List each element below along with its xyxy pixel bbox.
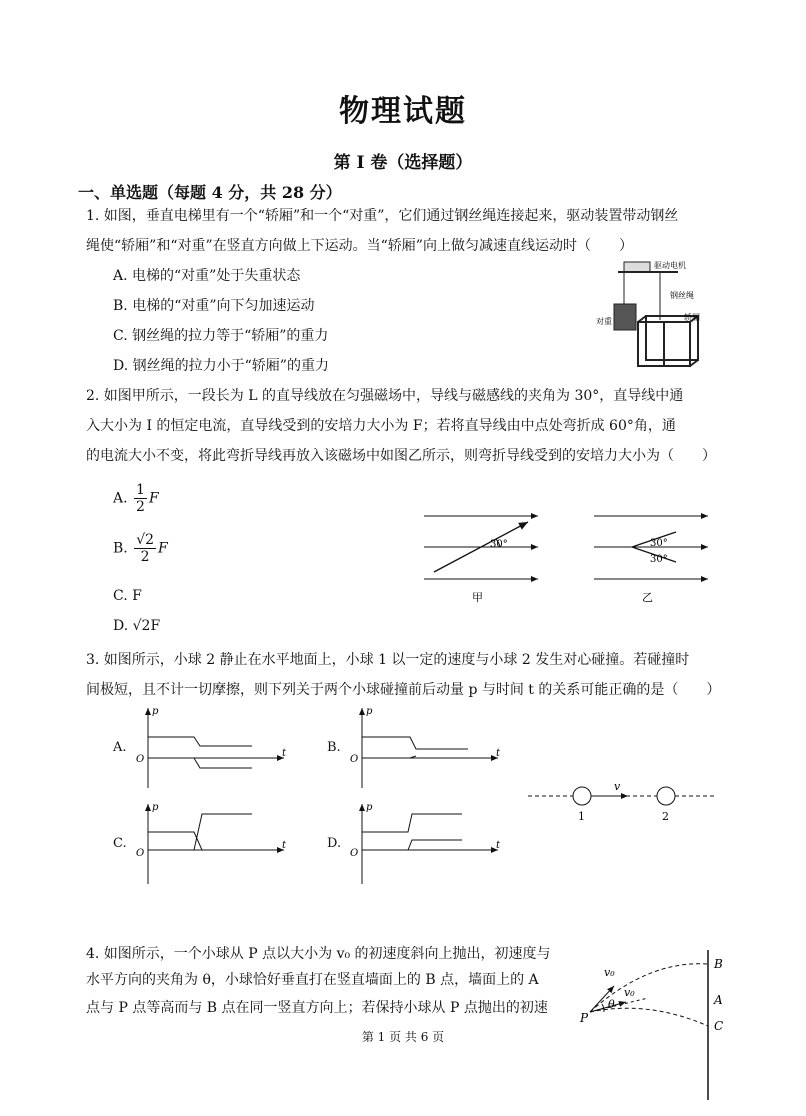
svg-text:t: t [496, 748, 501, 759]
q4-line2: 水平方向的夹角为 θ，小球恰好垂直打在竖直墙面上的 B 点，墙面上的 A [86, 972, 539, 988]
q2-line1: 2. 如图甲所示，一段长为 L 的直导线放在匀强磁场中，导线与磁感线的夹角为 30°，直导线中通 [86, 388, 684, 404]
var-f: F [148, 490, 159, 507]
q3-line2: 间极短，且不计一切摩擦，则下列关于两个小球碰撞前后动量 p 与时间 t 的关系可能正确的是（ ） [86, 682, 721, 698]
label-v0-a: v₀ [604, 966, 615, 979]
ball-2-label: 2 [662, 810, 669, 823]
q2-option-b-prefix: B. [113, 540, 128, 557]
collision-figure [528, 780, 718, 830]
graph-label-d: D. [327, 836, 342, 851]
fraction-root2-half [134, 532, 156, 565]
q1-option-c: C. 钢丝绳的拉力等于“轿厢”的重力 [113, 328, 329, 344]
volume-title: 第 I 卷（选择题） [333, 153, 473, 173]
q1-line1: 1. 如图，垂直电梯里有一个“轿厢”和一个“对重”，它们通过钢丝绳连接起来，驱动装置带动钢丝 [86, 208, 679, 224]
q1-line2: 绳使“轿厢”和“对重”在竖直方向做上下运动。当“轿厢”向上做匀减速直线运动时（ ） [86, 238, 633, 254]
velocity-label: v [614, 780, 621, 793]
graph-b [346, 704, 506, 790]
q1-option-b: B. 电梯的“对重”向下匀加速运动 [113, 298, 315, 314]
counterweight [614, 304, 636, 330]
q2-option-c: C. F [113, 588, 142, 604]
elevator-car [638, 316, 698, 366]
fraction-num: 1 [136, 482, 145, 498]
page-title: 物理试题 [339, 94, 467, 129]
figure-label-a: 甲 [472, 591, 483, 604]
angle-label-upper: 30° [650, 538, 668, 549]
fraction-den: 2 [140, 549, 150, 565]
label-v0-b: v₀ [624, 986, 635, 999]
label-A: A [714, 993, 723, 1007]
page-footer: 第 1 页 共 6 页 [361, 1030, 445, 1044]
fraction-one-half [134, 482, 147, 515]
label-rope: 钢丝绳 [670, 291, 694, 300]
fraction-num: √2 [136, 532, 155, 548]
svg-text:t: t [282, 748, 287, 759]
q2-option-d: D. √2F [113, 618, 161, 634]
section-heading: 一、单选题（每题 4 分，共 28 分） [78, 183, 342, 202]
q1-option-d: D. 钢丝绳的拉力小于“轿厢”的重力 [113, 358, 329, 374]
graph-c [132, 800, 292, 886]
drive-motor [624, 262, 650, 272]
graph-label-a: A. [113, 740, 127, 755]
label-B: B [714, 957, 723, 971]
graph-d [346, 800, 506, 886]
q2-option-a-prefix: A. [113, 490, 128, 507]
label-P: P [580, 1011, 589, 1025]
svg-text:p: p [152, 802, 159, 813]
svg-text:p: p [366, 706, 373, 717]
q4-line3: 点与 P 点等高而与 B 点在同一竖直方向上；若保持小球从 P 点抛出的初速 [86, 1000, 548, 1016]
projectile-figure [578, 946, 738, 1106]
q2-option-a [113, 482, 159, 515]
svg-text:t: t [282, 840, 287, 851]
var-f: F [158, 540, 168, 557]
svg-text:p: p [366, 802, 373, 813]
q1-option-a: A. 电梯的“对重”处于失重状态 [113, 268, 301, 284]
svg-text:O: O [350, 848, 359, 859]
elevator-figure [598, 260, 708, 372]
label-motor: 驱动电机 [654, 261, 686, 270]
graph-label-b: B. [327, 740, 341, 755]
angle-label: 30° [490, 539, 508, 550]
label-theta: θ [608, 998, 615, 1011]
fraction-den: 2 [136, 499, 145, 515]
ball-2 [657, 787, 675, 805]
svg-text:O: O [136, 848, 145, 859]
graph-label-c: C. [113, 836, 127, 851]
magnetic-field-figure-b [594, 506, 714, 606]
q2-line2: 入大小为 I 的恒定电流，直导线受到的安培力大小为 F；若将直导线由中点处弯折成 60°角，通 [86, 418, 676, 434]
magnetic-field-figure-a [424, 506, 544, 606]
svg-text:O: O [136, 754, 145, 765]
ball-1-label: 1 [578, 810, 585, 823]
label-C: C [714, 1019, 724, 1033]
svg-text:p: p [152, 706, 159, 717]
q4-line1: 4. 如图所示，一个小球从 P 点以大小为 v₀ 的初速度斜向上抛出，初速度与 [86, 946, 551, 962]
label-car: 轿厢 [684, 313, 700, 322]
q2-option-b [113, 532, 168, 565]
figure-label-b: 乙 [642, 591, 653, 604]
label-counterweight: 对重 [596, 317, 612, 326]
ball-1 [573, 787, 591, 805]
angle-label-lower: 30° [650, 554, 668, 565]
svg-text:t: t [496, 840, 501, 851]
q2-line3: 的电流大小不变，将此弯折导线再放入该磁场中如图乙所示，则弯折导线受到的安培力大小为（ ） [86, 448, 716, 464]
q3-line1: 3. 如图所示，小球 2 静止在水平地面上，小球 1 以一定的速度与小球 2 发生对心碰撞。若碰撞时 [86, 652, 690, 668]
graph-a [132, 704, 292, 790]
svg-text:O: O [350, 754, 359, 765]
